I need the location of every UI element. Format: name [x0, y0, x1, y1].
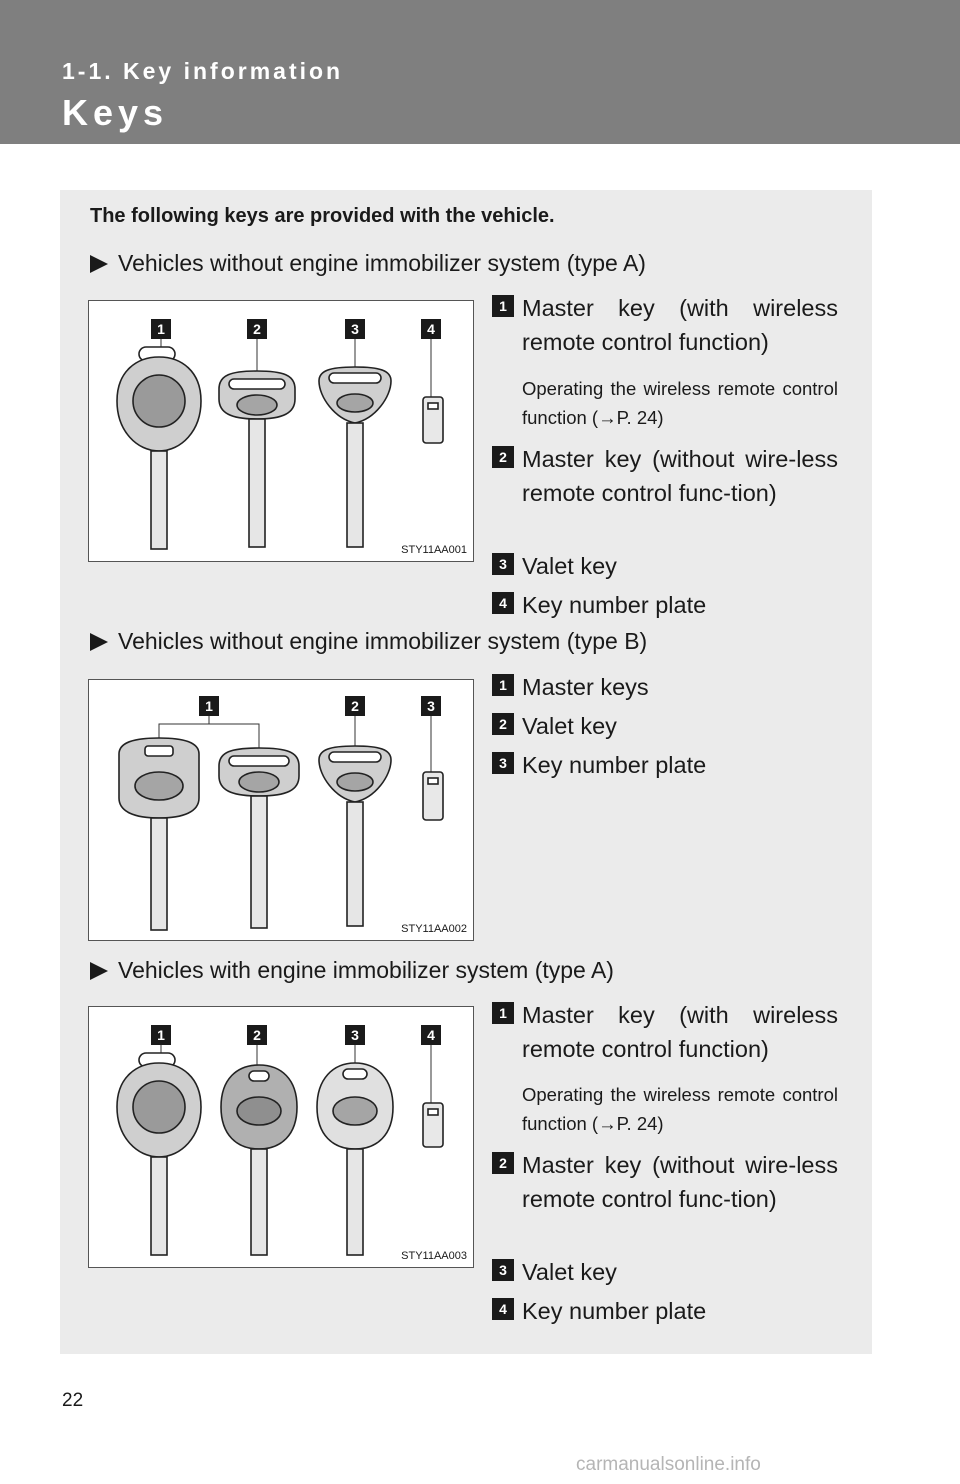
svg-text:4: 4 [427, 1027, 435, 1043]
page-title: Keys [62, 92, 169, 133]
list-item: 1 Master key (with wireless remote control function) [492, 291, 838, 359]
list-item: 3 Key number plate [492, 748, 838, 782]
key-figure-1 [88, 300, 474, 562]
svg-text:2: 2 [351, 698, 359, 714]
list-item: 1 Master keys [492, 670, 838, 704]
list-item: 1 Master key (with wireless remote control function) [492, 998, 838, 1066]
figure-code: STY11AA001 [401, 544, 467, 556]
svg-text:4: 4 [427, 321, 435, 337]
page-header [0, 0, 960, 144]
triangle-bullet-icon [90, 633, 108, 651]
triangle-bullet-icon [90, 255, 108, 273]
intro-text: The following keys are provided with the vehicle. [90, 205, 555, 227]
svg-text:2: 2 [253, 1027, 261, 1043]
list-item: 3 Valet key [492, 549, 838, 583]
key-figure-3 [88, 1006, 474, 1268]
svg-text:1: 1 [157, 321, 165, 337]
figure-code: STY11AA002 [401, 923, 467, 935]
note-text: Operating the wireless remote control function (→P. 24) [522, 378, 838, 428]
triangle-bullet-icon [90, 962, 108, 980]
svg-text:1: 1 [157, 1027, 165, 1043]
list-item: 4 Key number plate [492, 1294, 838, 1328]
variant-heading-3: Vehicles with engine immobilizer system (type A) [90, 957, 614, 984]
list-item: 3 Valet key [492, 1255, 838, 1289]
list-item: 4 Key number plate [492, 588, 838, 622]
svg-text:1: 1 [205, 698, 213, 714]
page-number: 22 [62, 1390, 84, 1411]
list-item: 2 Master key (without wire-less remote control func-tion) [492, 442, 838, 510]
watermark-text: carmanualsonline.info [576, 1454, 761, 1475]
list-item: 2 Valet key [492, 709, 838, 743]
svg-text:3: 3 [351, 1027, 359, 1043]
note-text: Operating the wireless remote control function (→P. 24) [522, 1084, 838, 1134]
list-item: 2 Master key (without wire-less remote control func-tion) [492, 1148, 838, 1216]
variant-heading-1: Vehicles without engine immobilizer system (type A) [90, 250, 646, 277]
figure-code: STY11AA003 [401, 1250, 467, 1262]
key-figure-2 [88, 679, 474, 941]
svg-text:2: 2 [253, 321, 261, 337]
svg-text:3: 3 [427, 698, 435, 714]
svg-text:3: 3 [351, 321, 359, 337]
variant-heading-2: Vehicles without engine immobilizer system (type B) [90, 628, 647, 655]
section-label: 1-1. Key information [62, 58, 344, 84]
